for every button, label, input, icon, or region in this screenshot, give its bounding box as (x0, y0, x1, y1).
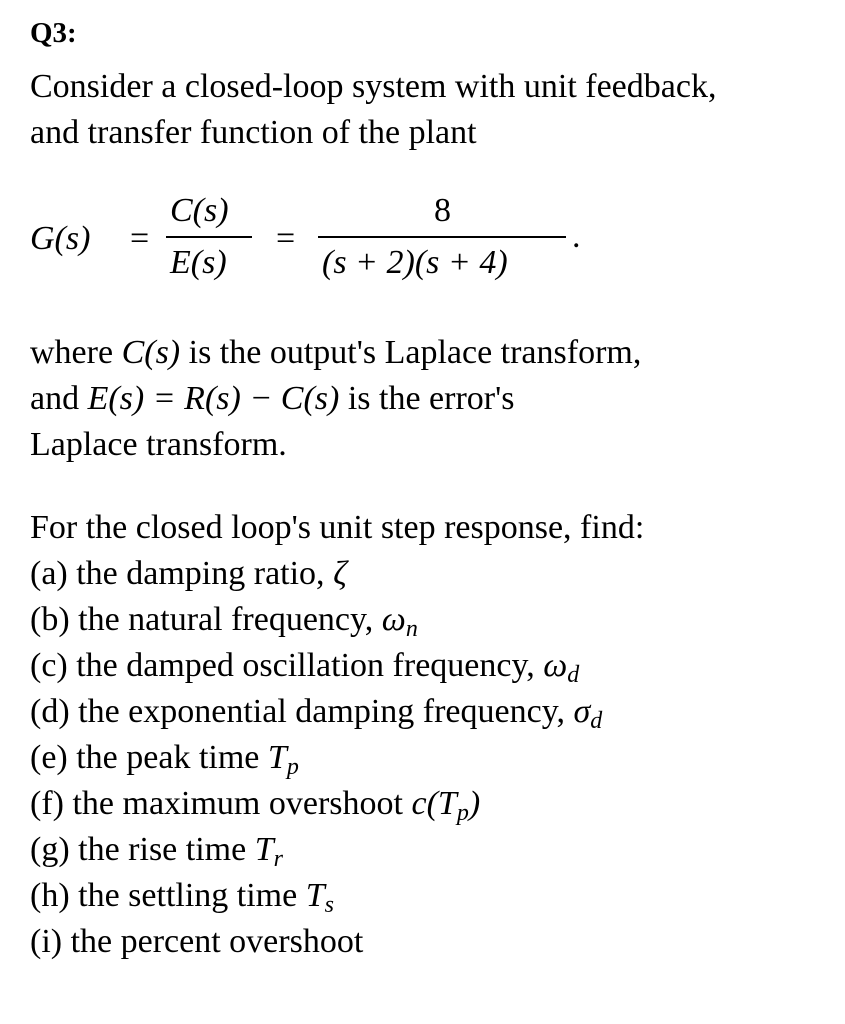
where-line-1-post: is the output's Laplace transform, (180, 334, 642, 371)
question-heading: Q3: (30, 17, 77, 49)
transfer-function-equation (30, 188, 630, 288)
question-intro: For the closed loop's unit step response, find: (30, 509, 645, 546)
question-item-d: (d) the exponential damping frequency, $\sigma_d$ (30, 693, 603, 734)
where-line-3: Laplace transform. (30, 426, 287, 463)
question-list (30, 505, 644, 965)
question-item-i: (i) the percent overshoot (30, 923, 364, 960)
fraction-1-denominator: E(s) (170, 244, 227, 281)
where-line-2-math: E(s) = R(s) − C(s) (87, 380, 340, 417)
fraction-2-numerator: 8 (434, 192, 451, 229)
question-item-f: (f) the maximum overshoot $c(T_p)$ (30, 785, 481, 826)
question-item-c: (c) the damped oscillation frequency, $\omega_d$ (30, 647, 580, 688)
intro-paragraph (30, 64, 716, 156)
where-line-1-pre: where (30, 334, 122, 371)
equation-period: . (572, 218, 581, 255)
equation-lhs: G(s) (30, 220, 91, 257)
where-line-2 (30, 376, 641, 422)
fraction-2-denominator: (s + 2)(s + 4) (322, 244, 508, 281)
equation-equals-1: = (130, 220, 150, 257)
question-item-g: (g) the rise time $T_r$ (30, 831, 283, 872)
where-paragraph (30, 330, 641, 468)
intro-line-1: Consider a closed-loop system with unit feedback, (30, 68, 717, 105)
fraction-2-bar (318, 236, 566, 238)
fraction-1-numerator: C(s) (170, 192, 229, 229)
intro-line-2: and transfer function of the plant (30, 114, 477, 151)
where-line-1 (30, 330, 641, 376)
where-line-2-post: is the error's (339, 380, 515, 417)
question-item-a: (a) the damping ratio, ζ (30, 555, 347, 592)
question-item-b: (b) the natural frequency, $\omega_n$ (30, 601, 418, 642)
fraction-1-bar (166, 236, 252, 238)
question-item-e: (e) the peak time $T_p$ (30, 739, 299, 780)
equation-equals-2: = (276, 220, 296, 257)
question-item-h: (h) the settling time $T_s$ (30, 877, 334, 918)
where-line-1-math: C(s) (121, 334, 181, 371)
where-line-2-pre: and (30, 380, 88, 417)
